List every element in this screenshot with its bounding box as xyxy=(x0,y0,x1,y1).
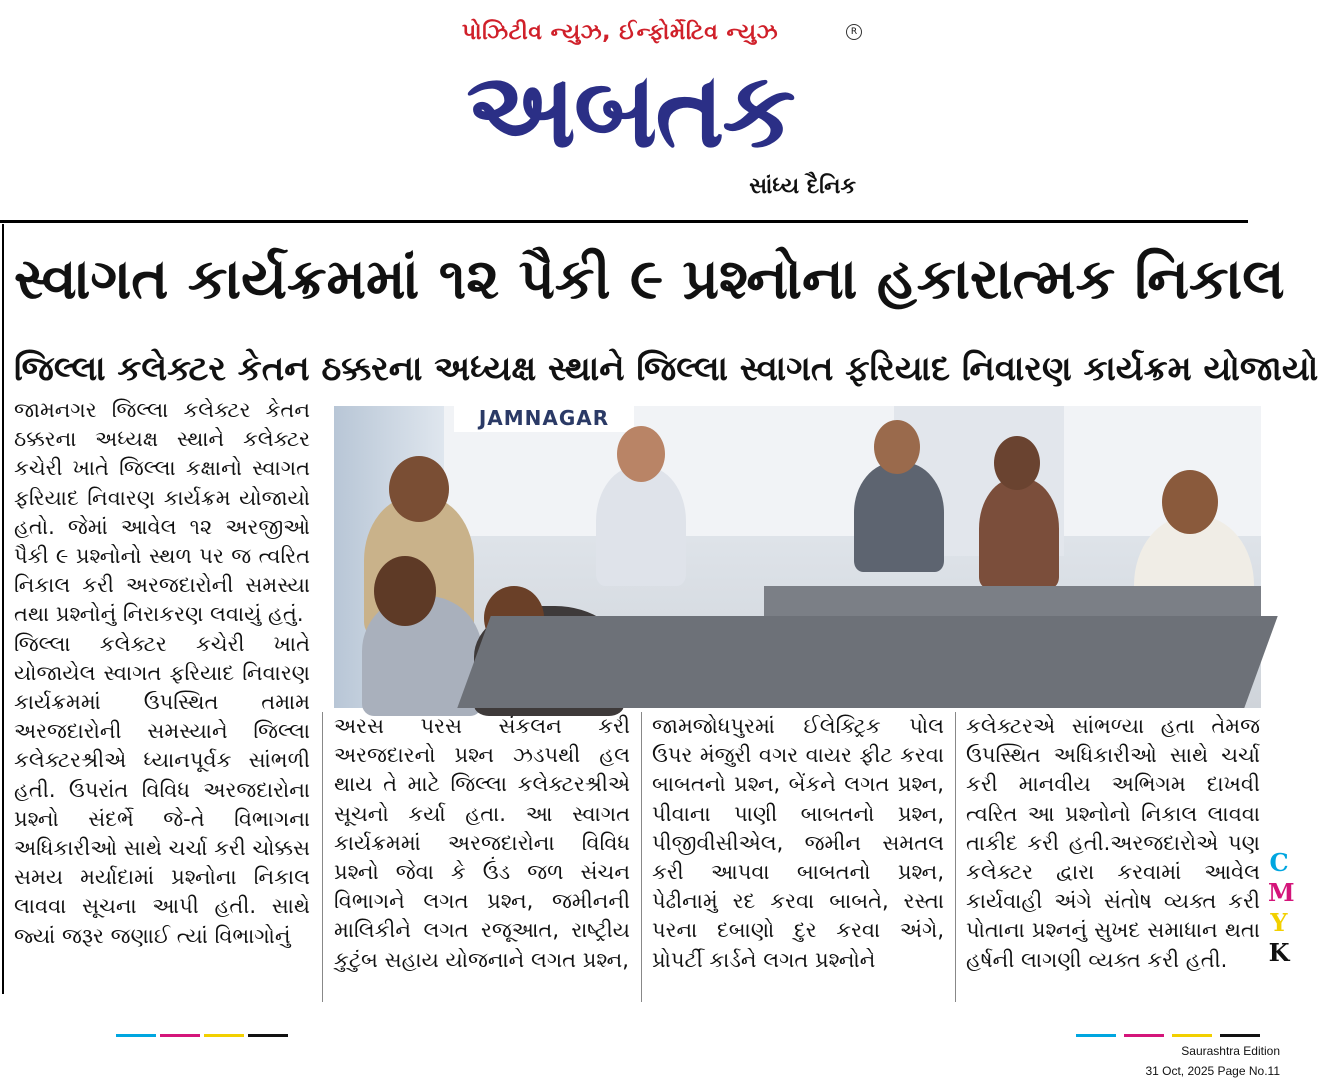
person-officer-1 xyxy=(854,462,944,572)
column-divider xyxy=(641,712,642,1002)
person-collector xyxy=(596,466,686,586)
cmyk-mark-k: K xyxy=(1268,938,1290,967)
article-headline: સ્વાગત કાર્યક્રમમાં ૧૨ પૈકી ૯ પ્રશ્નોના હકારાત્મક નિકાલ xyxy=(14,247,1285,312)
cmyk-mark-m: M xyxy=(1268,878,1295,907)
registered-mark-icon: R xyxy=(846,24,862,40)
article-column-3: જામજોધપુરમાં ઈલેક્ટ્રિક પોલ ઉપર મંજુરી વગર વાયર ફીટ કરવા બાબતનો પ્રશ્ન, બેંકને લગત પ્રશ્ન, પીવાના પાણી બાબતનો પ્રશ્ન, પીજીવીસીએલ, જમીન સમતલ કરી આપવા બાબતનો પ્રશ્ન, પેઢીનામું રદ કરવા બાબતે, રસ્તા પરના દબાણો દુર કરવા અંગે, પ્રોપર્ટી કાર્ડને લગત પ્રશ્નોને xyxy=(652,714,944,972)
article-column-1: જામનગર જિલ્લા કલેક્ટર કેતન ઠક્કરના અધ્યક્ષ સ્થાને કલેક્ટર કચેરી ખાતે જિલ્લા કક્ષાનો સ્વાગત ફરિયાદ નિવારણ કાર્યક્રમ યોજાયો હતો. જેમાં આવેલ ૧૨ અરજીઓ પૈકી ૯ પ્રશ્નોનો સ્થળ પર જ ત્વરિત નિકાલ કરી અરજદારોની સમસ્યા તથા પ્રશ્નોનું નિરાકરણ લવાયું હતું. જિલ્લા કલેક્ટર કચેરી ખાતે યોજાયેલ સ્વાગત ફરિયાદ નિવારણ કાર્યક્રમમાં ઉપસ્થિત તમામ અરજદારોની સમસ્યાને જિલ્લા કલેક્ટરશ્રીએ ધ્યાનપૂર્વક સાંભળી હતી. ઉપરાંત વિવિધ અરજદારોના પ્રશ્નો સંદર્ભે જે-તે વિભાગના અધિકારીઓ સાથે ચર્ચા કરી ચોક્કસ સમય મર્યાદામાં પ્રશ્નોના નિકાલ લાવવા સૂચના આપી હતી. સાથે જ્યાં જરૂર જણાઈ ત્યાં વિભાગોનું xyxy=(14,398,311,948)
cmyk-mark-y: Y xyxy=(1270,908,1288,937)
person-applicant-1-head xyxy=(389,456,449,522)
masthead-tagline: પોઝિટીવ ન્યુઝ, ઈન્ફોર્મેટિવ ન્યુઝ xyxy=(461,20,779,45)
person-officer-1-head xyxy=(874,420,920,474)
color-swatch-magenta xyxy=(1124,1034,1164,1037)
masthead xyxy=(410,14,870,214)
person-collector-head xyxy=(617,426,665,482)
article-photo xyxy=(334,406,1261,708)
article-column-2: અરસ પરસ સંકલન કરી અરજદારનો પ્રશ્ન ઝડપથી હલ થાય તે માટે જિલ્લા કલેક્ટરશ્રીએ સૂચનો કર્યા હતા. આ સ્વાગત કાર્યક્રમમાં અરજદારોના વિવિધ પ્રશ્નો જેવા કે ઉંડ જળ સંચન વિભાગને લગત પ્રશ્ન, જમીનની માલિકીને લગત રજૂઆત, રાષ્ટ્રીય કુટુંબ સહાય યોજનાને લગત પ્રશ્ન, xyxy=(334,714,630,972)
person-officer-2 xyxy=(979,478,1059,588)
footer-date-page: 31 Oct, 2025 Page No.11 xyxy=(1145,1064,1280,1078)
person-officer-3-head xyxy=(1162,470,1218,534)
cmyk-mark-c: C xyxy=(1269,848,1289,877)
article-left-border xyxy=(2,224,4,994)
edition-type: સાંધ્ય દૈનિક xyxy=(749,174,856,199)
color-swatch-magenta-left xyxy=(160,1034,200,1037)
article-subheadline: જિલ્લા કલેક્ટર કેતન ઠક્કરના અધ્યક્ષ સ્થાને જિલ્લા સ્વાગત ફરિયાદ નિવારણ કાર્યક્રમ યોજાયો xyxy=(14,349,1318,389)
person-officer-2-head xyxy=(994,436,1040,490)
column-divider xyxy=(955,712,956,1002)
color-swatch-black-left xyxy=(248,1034,288,1037)
photo-table-front xyxy=(457,616,1277,708)
color-swatch-cyan xyxy=(1076,1034,1116,1037)
cmyk-marks xyxy=(1268,848,1295,968)
footer-edition: Saurashtra Edition xyxy=(1181,1044,1280,1058)
article-column-4: કલેક્ટરએ સાંભળ્યા હતા તેમજ ઉપસ્થિત અધિકારીઓ સાથે ચર્ચા કરી માનવીય અભિગમ દાખવી ત્વરિત આ પ્રશ્નોનો નિકાલ લાવવા તાકીદ કરી હતી.અરજદારોએ પણ કલેક્ટર દ્વારા કરવામાં આવેલ કાર્યવાહી અંગે સંતોષ વ્યક્ત કરી પોતાના પ્રશ્નનું સુખદ સમાધાન થતા હર્ષની લાગણી વ્યક્ત કરી હતી. xyxy=(966,714,1260,972)
photo-sign: JAMNAGAR xyxy=(454,406,634,432)
color-swatch-yellow-left xyxy=(204,1034,244,1037)
person-applicant-2-head xyxy=(374,556,436,626)
color-swatch-black xyxy=(1220,1034,1260,1037)
column-divider xyxy=(322,712,323,1002)
color-swatch-cyan-left xyxy=(116,1034,156,1037)
color-swatch-yellow xyxy=(1172,1034,1212,1037)
masthead-divider xyxy=(0,220,1248,223)
newspaper-logo: અબતક xyxy=(466,49,794,171)
